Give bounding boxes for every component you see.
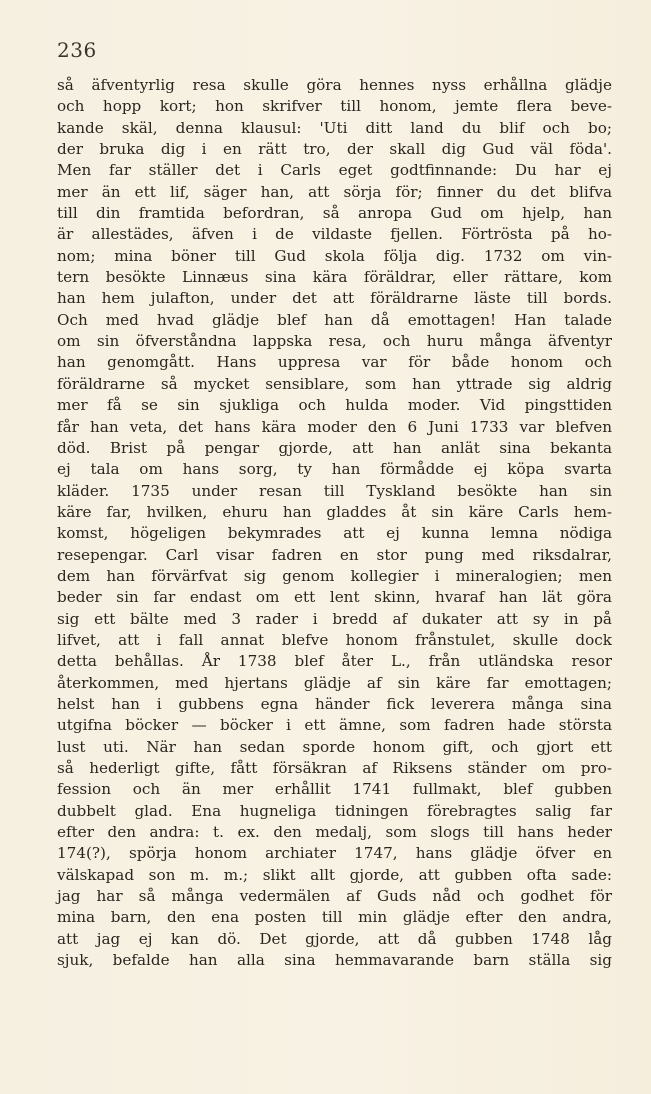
text-line: kande skäl, denna klausul: 'Uti ditt land du blif och bo;	[57, 118, 612, 137]
text-line: föräldrarne så mycket sensiblare, som han yttrade sig aldrig	[57, 374, 612, 393]
text-line: till din framtida befordran, så anropa Gud om hjelp, han	[57, 204, 612, 223]
text-line: tern besökte Linnæus sina kära föräldrar, eller rättare, kom	[57, 268, 612, 287]
page-number: 236	[57, 38, 97, 62]
text-line: dubbelt glad. Ena hugneliga tidningen förebragtes salig far	[57, 801, 612, 820]
text-line: är allestädes, äfven i de vildaste fjellen. Förtrösta på ho-	[57, 225, 612, 244]
text-line: dem han förvärfvat sig genom kollegier i mineralogien; men	[57, 566, 612, 585]
text-line: komst, högeligen bekymrades att ej kunna lemna nödiga	[57, 524, 612, 543]
body-text	[57, 75, 612, 971]
text-line: återkommen, med hjertans glädje af sin käre far emottagen;	[57, 673, 612, 692]
text-line: der bruka dig i en rätt tro, der skall dig Gud väl föda'.	[57, 140, 612, 159]
text-line: Men far ställer det i Carls eget godtfinnande: Du har ej	[57, 161, 612, 180]
text-line: resepengar. Carl visar fadren en stor pung med riksdalrar,	[57, 545, 612, 564]
text-line: död. Brist på pengar gjorde, att han anlät sina bekanta	[57, 438, 612, 457]
text-line: mer få se sin sjukliga och hulda moder. Vid pingsttiden	[57, 396, 612, 415]
text-line: om sin öfverståndna lappska resa, och huru många äfventyr	[57, 332, 612, 351]
text-line: efter den andra: t. ex. den medalj, som slogs till hans heder	[57, 823, 612, 842]
text-line: Och med hvad glädje blef han då emottagen! Han talade	[57, 310, 612, 329]
text-line: mer än ett lif, säger han, att sörja för; finner du det blifva	[57, 182, 612, 201]
text-line: utgifna böcker — böcker i ett ämne, som fadren hade största	[57, 716, 612, 735]
text-line: sig ett bälte med 3 rader i bredd af dukater att sy in på	[57, 609, 612, 628]
text-line: kläder. 1735 under resan till Tyskland besökte han sin	[57, 481, 612, 500]
text-line: 174(?), spörja honom archiater 1747, hans glädje öfver en	[57, 844, 612, 863]
text-line: att jag ej kan dö. Det gjorde, att då gubben 1748 låg	[57, 929, 612, 948]
text-line: jag har så många vedermälen af Guds nåd och godhet för	[57, 887, 612, 906]
text-line: käre far, hvilken, ehuru han gladdes åt sin käre Carls hem-	[57, 502, 612, 521]
text-line: så hederligt gifte, fått försäkran af Riksens ständer om pro-	[57, 759, 612, 777]
text-line: får han veta, det hans kära moder den 6 Juni 1733 var blefven	[57, 417, 612, 436]
text-line: detta behållas. År 1738 blef åter L., från utländska resor	[57, 652, 612, 671]
text-line: han genomgått. Hans uppresa var för både honom och	[57, 353, 612, 372]
text-line: fession och än mer erhållit 1741 fullmakt, blef gubben	[57, 780, 612, 799]
text-line: välskapad son m. m.; slikt allt gjorde, att gubben ofta sade:	[57, 865, 612, 884]
text-line: beder sin far endast om ett lent skinn, hvaraf han lät göra	[57, 588, 612, 607]
text-line: och hopp kort; hon skrifver till honom, jemte flera beve-	[57, 97, 612, 116]
text-line: han hem julafton, under det att föräldrarne läste till bords.	[57, 289, 612, 308]
text-line: nom; mina böner till Gud skola följa dig. 1732 om vin-	[57, 246, 612, 265]
text-line: mina barn, den ena posten till min glädje efter den andra,	[57, 908, 612, 927]
text-line: lust uti. När han sedan sporde honom gift, och gjort ett	[57, 737, 612, 756]
text-line: lifvet, att i fall annat blefve honom frånstulet, skulle dock	[57, 630, 612, 649]
text-line: ej tala om hans sorg, ty han förmådde ej köpa svarta	[57, 460, 612, 479]
text-line: sjuk, befalde han alla sina hemmavarande barn ställa sig	[57, 951, 612, 970]
text-line: helst han i gubbens egna händer fick leverera många sina	[57, 694, 612, 713]
text-line: så äfventyrlig resa skulle göra hennes nyss erhållna glädje	[57, 76, 612, 94]
